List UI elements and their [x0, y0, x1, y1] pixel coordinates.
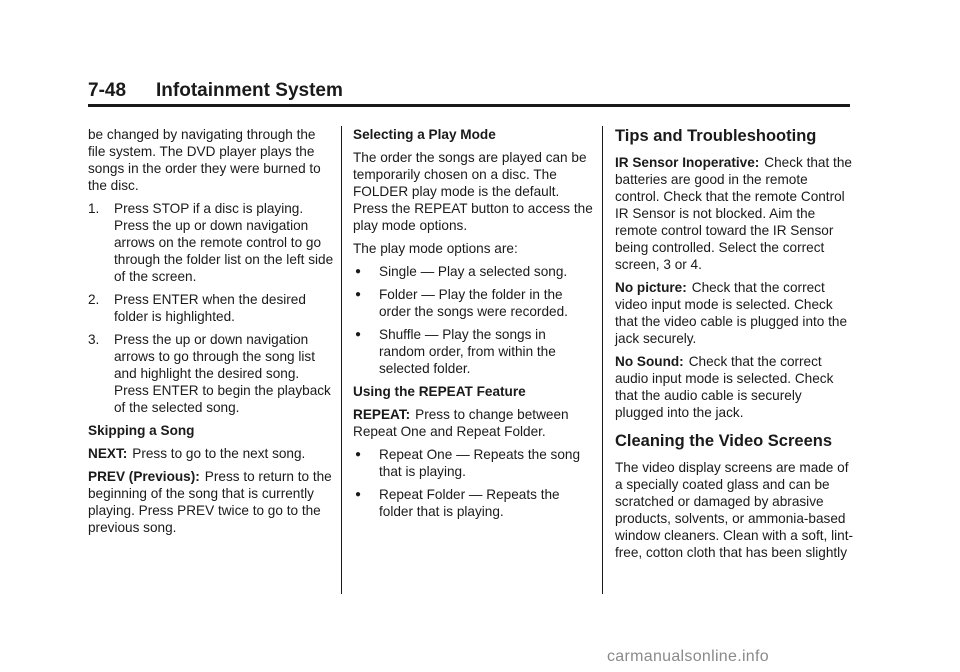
no-sound-term: No Sound: — [615, 354, 684, 369]
no-sound-paragraph — [615, 353, 853, 421]
column-1 — [88, 126, 334, 542]
step-item — [88, 200, 334, 285]
play-mode-heading: Selecting a Play Mode — [353, 127, 496, 142]
option-text: Single — Play a selected song. — [379, 264, 568, 279]
bullet-icon: ● — [355, 289, 362, 300]
list-item — [353, 486, 593, 520]
next-paragraph — [88, 445, 334, 462]
column-3 — [615, 126, 853, 567]
repeat-options — [353, 446, 593, 520]
page-number: 7-48 — [88, 80, 127, 101]
bullet-icon: ● — [355, 329, 362, 340]
column-divider — [602, 126, 603, 594]
intro-paragraph: be changed by navigating through the file system. The DVD player plays the songs in the order they were burned to the disc. — [88, 127, 321, 193]
skipping-heading: Skipping a Song — [88, 423, 195, 438]
repeat-paragraph — [353, 406, 593, 440]
column-divider — [341, 126, 342, 594]
list-item — [353, 286, 593, 320]
step-item — [88, 291, 334, 325]
no-picture-term: No picture: — [615, 280, 687, 295]
watermark: carmanualsonline.info — [607, 648, 769, 665]
options-intro: The play mode options are: — [353, 241, 518, 256]
list-item — [353, 326, 593, 377]
prev-term: PREV (Previous): — [88, 469, 200, 484]
step-item — [88, 331, 334, 416]
no-sound-text: Check that the correct audio input mode is selected. Check that the audio cable is securely plugged into the jack. — [615, 354, 834, 420]
repeat-heading: Using the REPEAT Feature — [353, 384, 526, 399]
tips-heading: Tips and Troubleshooting — [615, 127, 817, 145]
bullet-icon: ● — [355, 449, 362, 460]
ir-paragraph — [615, 154, 853, 273]
next-text: Press to go to the next song. — [132, 446, 306, 461]
option-text: Shuffle — Play the songs in random order, from within the selected folder. — [379, 327, 556, 376]
step-text: Press the up or down navigation arrows to go through the song list and highlight the desired song. Press ENTER to begin the playback of the selected song. — [114, 332, 331, 415]
column-2 — [353, 126, 593, 526]
repeat-term: REPEAT: — [353, 407, 411, 422]
section-title: Infotainment System — [156, 80, 343, 101]
step-number: 1. — [88, 201, 100, 216]
list-item — [353, 263, 593, 280]
prev-paragraph — [88, 468, 334, 536]
cleaning-heading: Cleaning the Video Screens — [615, 432, 833, 450]
step-number: 2. — [88, 292, 100, 307]
option-text: Repeat One — Repeats the song that is playing. — [379, 447, 581, 479]
step-number: 3. — [88, 332, 100, 347]
option-text: Repeat Folder — Repeats the folder that is playing. — [379, 487, 560, 519]
header-rule — [88, 104, 850, 107]
next-term: NEXT: — [88, 446, 128, 461]
play-mode-paragraph: The order the songs are played can be temporarily chosen on a disc. The FOLDER play mode is the default. Press the REPEAT button to access the play mode options. — [353, 150, 593, 233]
step-text: Press ENTER when the desired folder is highlighted. — [114, 292, 306, 324]
list-item — [353, 446, 593, 480]
cleaning-paragraph: The video display screens are made of a specially coated glass and can be scratched or damaged by abrasive products, solvents, or ammonia-based window cleaners. Clean with a soft, lint-free, cotton cloth that has been slightly — [615, 460, 853, 560]
step-text: Press STOP if a disc is playing. Press the up or down navigation arrows on the remote control to go through the folder list on the left side of the screen. — [114, 201, 334, 284]
bullet-icon: ● — [355, 489, 362, 500]
ir-term: IR Sensor Inoperative: — [615, 155, 760, 170]
repeat-text: Press to change between Repeat One and Repeat Folder. — [353, 407, 569, 439]
option-text: Folder — Play the folder in the order the songs were recorded. — [379, 287, 568, 319]
prev-text: Press to return to the beginning of the song that is currently playing. Press PREV twice to go to the previous song. — [88, 469, 332, 535]
no-picture-text: Check that the correct video input mode is selected. Check that the video cable is plugged into the jack securely. — [615, 280, 848, 346]
no-picture-paragraph — [615, 279, 853, 347]
play-mode-options — [353, 263, 593, 377]
steps-list — [88, 200, 334, 416]
ir-text: Check that the batteries are good in the remote control. Check that the remote Control IR Sensor is not blocked. Aim the remote control toward the IR Sensor being controlled. Select the correct screen, 3 or 4. — [615, 155, 852, 272]
page-header — [88, 80, 850, 106]
bullet-icon: ● — [355, 266, 362, 277]
